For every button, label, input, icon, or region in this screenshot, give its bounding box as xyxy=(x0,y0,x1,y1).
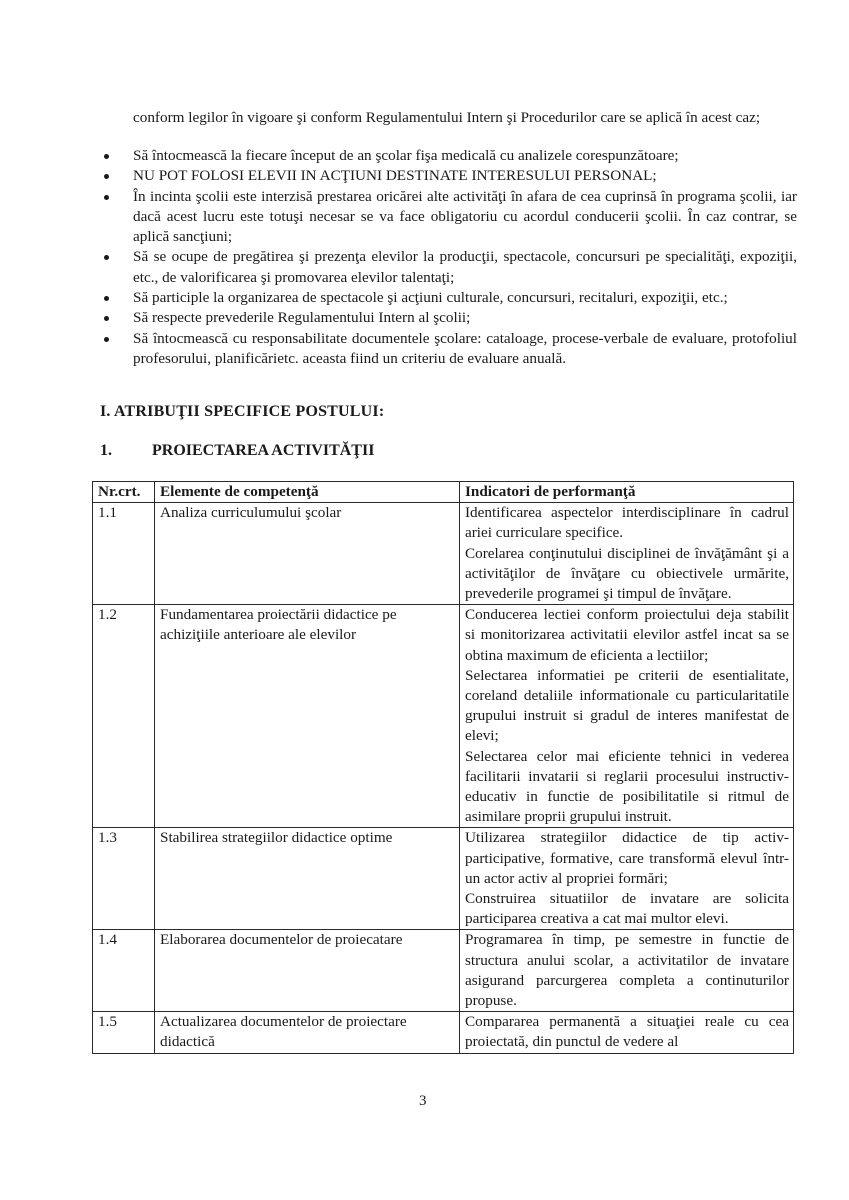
cell-element: Stabilirea strategiilor didactice optime xyxy=(155,828,460,930)
header-indicators: Indicatori de performanţă xyxy=(460,482,794,503)
table-row xyxy=(93,828,794,930)
bullet-item: Să participle la organizarea de spectacole şi acţiuni culturale, concursuri, recitaluri, expoziţii, etc.; xyxy=(104,288,797,308)
table-row xyxy=(93,1012,794,1053)
subsection-title: PROIECTAREA ACTIVITĂŢII xyxy=(152,442,375,459)
section-heading: I. ATRIBUŢII SPECIFICE POSTULUI: xyxy=(100,403,385,420)
indicator-text: Selectarea celor mai eficiente tehnici in vederea facilitarii invatarii si reglarii procesului instructiv-educativ in functie de posibilitatile si ritmul de asimilare proprii grupului instruit. xyxy=(465,747,789,826)
cell-element: Fundamentarea proiectării didactice pe achiziţiile anterioare ale elevilor xyxy=(155,605,460,828)
indicator-text: Identificarea aspectelor interdisciplinare în cadrul ariei curriculare specifice. xyxy=(465,504,789,542)
indicator-text: Compararea permanentă a situaţiei reale cu cea proiectată, din punctul de vedere al xyxy=(465,1013,789,1051)
continuation-paragraph: conform legilor în vigoare şi conform Regulamentului Intern şi Procedurilor care se aplică în acest caz; xyxy=(133,109,761,126)
bullet-item: În incinta şcolii este interzisă prestarea oricărei alte activităţi în afara de cea cuprinsă în programa şcolii, iar dacă acest lucru este totuşi necesar se va face obligatoriu cu acordul conducerii şcolii. În caz contrar, se aplică sancţiuni; xyxy=(104,187,797,248)
bullet-item: NU POT FOLOSI ELEVII IN ACŢIUNI DESTINATE INTERESULUI PERSONAL; xyxy=(104,166,797,186)
table-row xyxy=(93,930,794,1012)
cell-indicators xyxy=(460,605,794,828)
obligations-bullet-list xyxy=(104,146,797,369)
header-element: Elemente de competenţă xyxy=(155,482,460,503)
table-header-row xyxy=(93,482,794,503)
bullet-item: Să se ocupe de pregătirea şi prezenţa elevilor la producţii, spectacole, concursuri pe specialităţi, expoziţii, etc., de valorificarea şi promovarea elevilor talentaţi; xyxy=(104,247,797,288)
subsection-heading xyxy=(100,442,374,460)
indicator-text: Conducerea lectiei conform proiectului deja stabilit si monitorizarea activitatii elevilor astfel incat sa se obtina maximum de eficienta a lectiilor; xyxy=(465,606,789,664)
indicator-text: Utilizarea strategiilor didactice de tip activ-participative, formative, care transformă elevul într-un actor activ al propriei formări; xyxy=(465,829,789,887)
indicator-text: Programarea în timp, pe semestre in functie de structura anului scolar, a activitatilor de invatare asigurand parcurgerea completa a continuturilor propuse. xyxy=(465,931,789,1010)
cell-nr: 1.4 xyxy=(93,930,155,1012)
indicator-text: Construirea situatiilor de invatare are solicita participarea creativa a cat mai multor elevi. xyxy=(465,890,789,928)
indicator-text: Corelarea conţinutului disciplinei de învăţământ şi a activităţilor de învăţare cu obiectivele urmărite, prevederile programei şi timpul de învăţare. xyxy=(465,544,789,603)
cell-element: Actualizarea documentelor de proiectare didactică xyxy=(155,1012,460,1053)
competence-table xyxy=(92,481,794,1054)
table-row xyxy=(93,503,794,605)
cell-indicators xyxy=(460,828,794,930)
page-number: 3 xyxy=(419,1093,427,1109)
cell-nr: 1.3 xyxy=(93,828,155,930)
cell-indicators xyxy=(460,503,794,605)
cell-nr: 1.1 xyxy=(93,503,155,605)
bullet-item: Să întocmească la fiecare început de an şcolar fişa medicală cu analizele corespunzătoare; xyxy=(104,146,797,166)
cell-element: Analiza curriculumului şcolar xyxy=(155,503,460,605)
header-nr: Nr.crt. xyxy=(93,482,155,503)
table-row xyxy=(93,605,794,828)
cell-element: Elaborarea documentelor de proiecatare xyxy=(155,930,460,1012)
indicator-text: Selectarea informatiei pe criterii de esentialitate, coreland detaliile informationale cu particularitatile grupului instruit si gradul de interes manifestat de elevi; xyxy=(465,666,789,745)
cell-indicators xyxy=(460,930,794,1012)
cell-indicators xyxy=(460,1012,794,1053)
bullet-item: Să întocmească cu responsabilitate documentele şcolare: cataloage, procese-verbale de evaluare, protofoliul profesorului, planificărietc. aceasta fiind un criteriu de evaluare anuală. xyxy=(104,329,797,370)
cell-nr: 1.5 xyxy=(93,1012,155,1053)
subsection-number: 1. xyxy=(100,442,112,459)
cell-nr: 1.2 xyxy=(93,605,155,828)
bullet-item: Să respecte prevederile Regulamentului Intern al şcolii; xyxy=(104,308,797,328)
